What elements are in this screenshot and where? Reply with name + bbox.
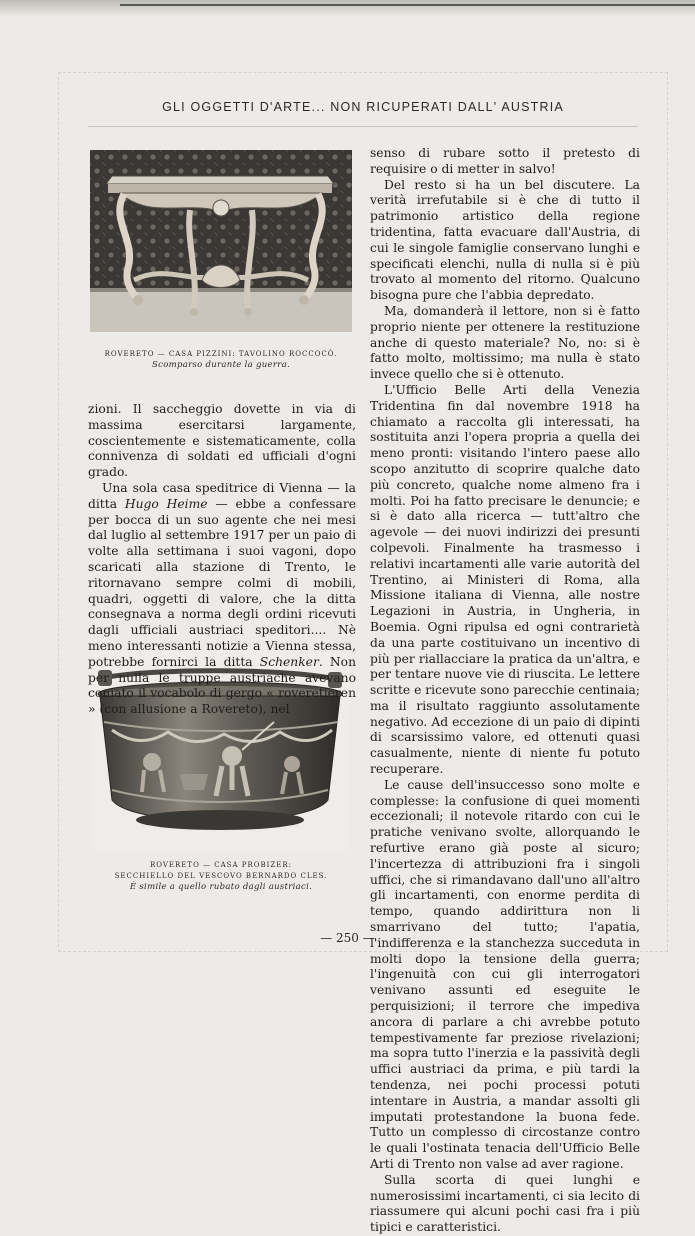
running-head: GLI OGGETTI D'ARTE... NON RICUPERATI DALL' AUSTRIA (162, 100, 564, 114)
left-column (88, 402, 356, 718)
right-paragraph-5: Le cause dell'insuccesso sono molte e complesse: la confusione di quei momenti eccezionali; il notevole ritardo con cui le pratiche venivano svolte, allorquando le refurtive erano già poste al sicuro; l'incertezza di attribuzioni fra i singoli uffici, che si rimandavano dall'uno all'altro gli incartamenti, con enorme perdita di tempo, quando addirittura non li smarrivano del tutto; l'apatia, l'indifferenza e la stanchezza succeduta in molti dopo la tensione della guerra; l'ingenuità con cui gli interrogatori venivano assunti ed eseguite le perquisizioni; il terrore che impediva ancora di parlare a chi avrebbe potuto tempestivamente far preziose rivelazioni; ma sopra tutto l'inerzia e la passività degli uffici austriaci da prima, e più tardi la tendenza, nei pochi processi potuti intentare in Austria, a mandar assolti gli imputati protestandone la buona fede. Tutto un complesso di circostanze contro le quali l'ostinata tenacia dell'Ufficio Belle Arti di Trento non valse ad aver ragione. (370, 777, 640, 1171)
left-p2-text-a: Una sola casa speditrice di Vienna — la ditta (88, 480, 356, 511)
left-p2-text-c: . Non per nulla le truppe austriache avevano coniato il vocabolo di gergo « roveretieren » (con allusione a Rovereto), nel (88, 654, 356, 717)
right-paragraph-3: Ma, domanderà il lettore, non si è fatto proprio niente per ottenere la restituzione anche di questo materiale? No, no: si è fatto molto, moltissimo; ma nulla è stato invece quello che si è ottenuto. (370, 303, 640, 382)
page-top-shadow-line (120, 4, 695, 6)
caption-1-note: Scomparso durante la guerra. (152, 360, 290, 370)
right-paragraph-6: Sulla scorta di quei lunghi e numerosissimi incartamenti, ci sia lecito di riassumere qui alcuni pochi casi fra i più tipici e caratteristici. (370, 1172, 640, 1235)
left-paragraph-2 (88, 481, 356, 718)
left-p2-text-b: — ebbe a confessare per bocca di un suo agente che nei mesi dal luglio al settembre 1917 per un paio di volte alla settimana i suoi vagoni, dopo scaricati alla stazione di Trento, le ritornavano sempre colmi di mobili, quadri, oggetti di valore, che la ditta consegnava a norma degli ordini ricevuti dagli ufficiali austriaci speditori.... Nè meno interessanti notizie a Vienna stessa, potrebbe fornirci la ditta (88, 496, 356, 669)
caption-2-note: È simile a quello rubato dagli austriaci. (129, 882, 313, 892)
right-column (370, 146, 640, 1236)
right-paragraph-4: L'Ufficio Belle Arti della Venezia Tridentina fin dal novembre 1918 ha chiamato a raccolta gli interessati, ha sostituita anzi l'opera propria a quella dei meno pronti: visitando l'intero paese allo scopo anzitutto di scoprire qualche dato più concreto, qualche nome almeno fra i molti. Poi ha fatto precisare le denuncie; e si è dato alla ricerca — tutt'altro che agevole — dei nuovi indirizzi dei presunti colpevoli. Finalmente ha trasmesso i relativi incartamenti alle varie autorità del Trentino, ai Ministeri di Roma, alla Missione italiana di Vienna, alle nostre Legazioni in Austria, in Ungheria, in Boemia. Ogni ripulsa ed ogni contrarietà da una parte costituivano un incentivo di più per riallacciare la pratica da un'altra, e per tentare nuove vie di riuscita. Le lettere scritte e ricevute sono parecchie centinaia; ma il risultato raggiunto assolutamente negativo. Ad eccezione di un paio di dipinti di scarsissimo valore, ed ottenuti quasi casualmente, niente di niente fu potuto recuperare. (370, 382, 640, 777)
rococo-table-illustration (90, 150, 352, 332)
left-paragraph-1: zioni. Il saccheggio dovette in via di massima esercitarsi largamente, coscientemente e sistematicamente, colla connivenza di soldati ed ufficiali d'ogni grado. (88, 402, 356, 480)
company-name-schenker: Schenker (259, 654, 319, 669)
head-rule (88, 126, 638, 127)
page-top-edge (0, 0, 695, 16)
figure-caption-1 (90, 349, 352, 371)
caption-2-title: ROVERETO — CASA PROBIZER: (149, 861, 292, 869)
company-name-hugo-heime: Hugo Heime (124, 496, 208, 511)
right-paragraph-1: senso di rubare sotto il pretesto di requisire o di metter in salvo! (370, 146, 640, 176)
right-paragraph-2: Del resto si ha un bel discutere. La verità irrefutabile si è che di tutto il patrimonio artistico della regione tridentina, fatta evacuare dall'Austria, di cui le singole famiglie conservano lunghi e specificati elenchi, nulla di nulla si è più trovato al momento del ritorno. Qualcuno bisogna pure che l'abbia depredato. (370, 177, 640, 303)
caption-2-subtitle: SECCHIELLO DEL VESCOVO BERNARDO CLES. (114, 872, 328, 880)
page-number: — 250 — (320, 931, 375, 945)
photo-rococo-table (90, 150, 352, 332)
caption-1-title: ROVERETO — CASA PIZZINI: TAVOLINO ROCCOCÒ. (104, 350, 338, 358)
figure-caption-2 (90, 860, 352, 893)
